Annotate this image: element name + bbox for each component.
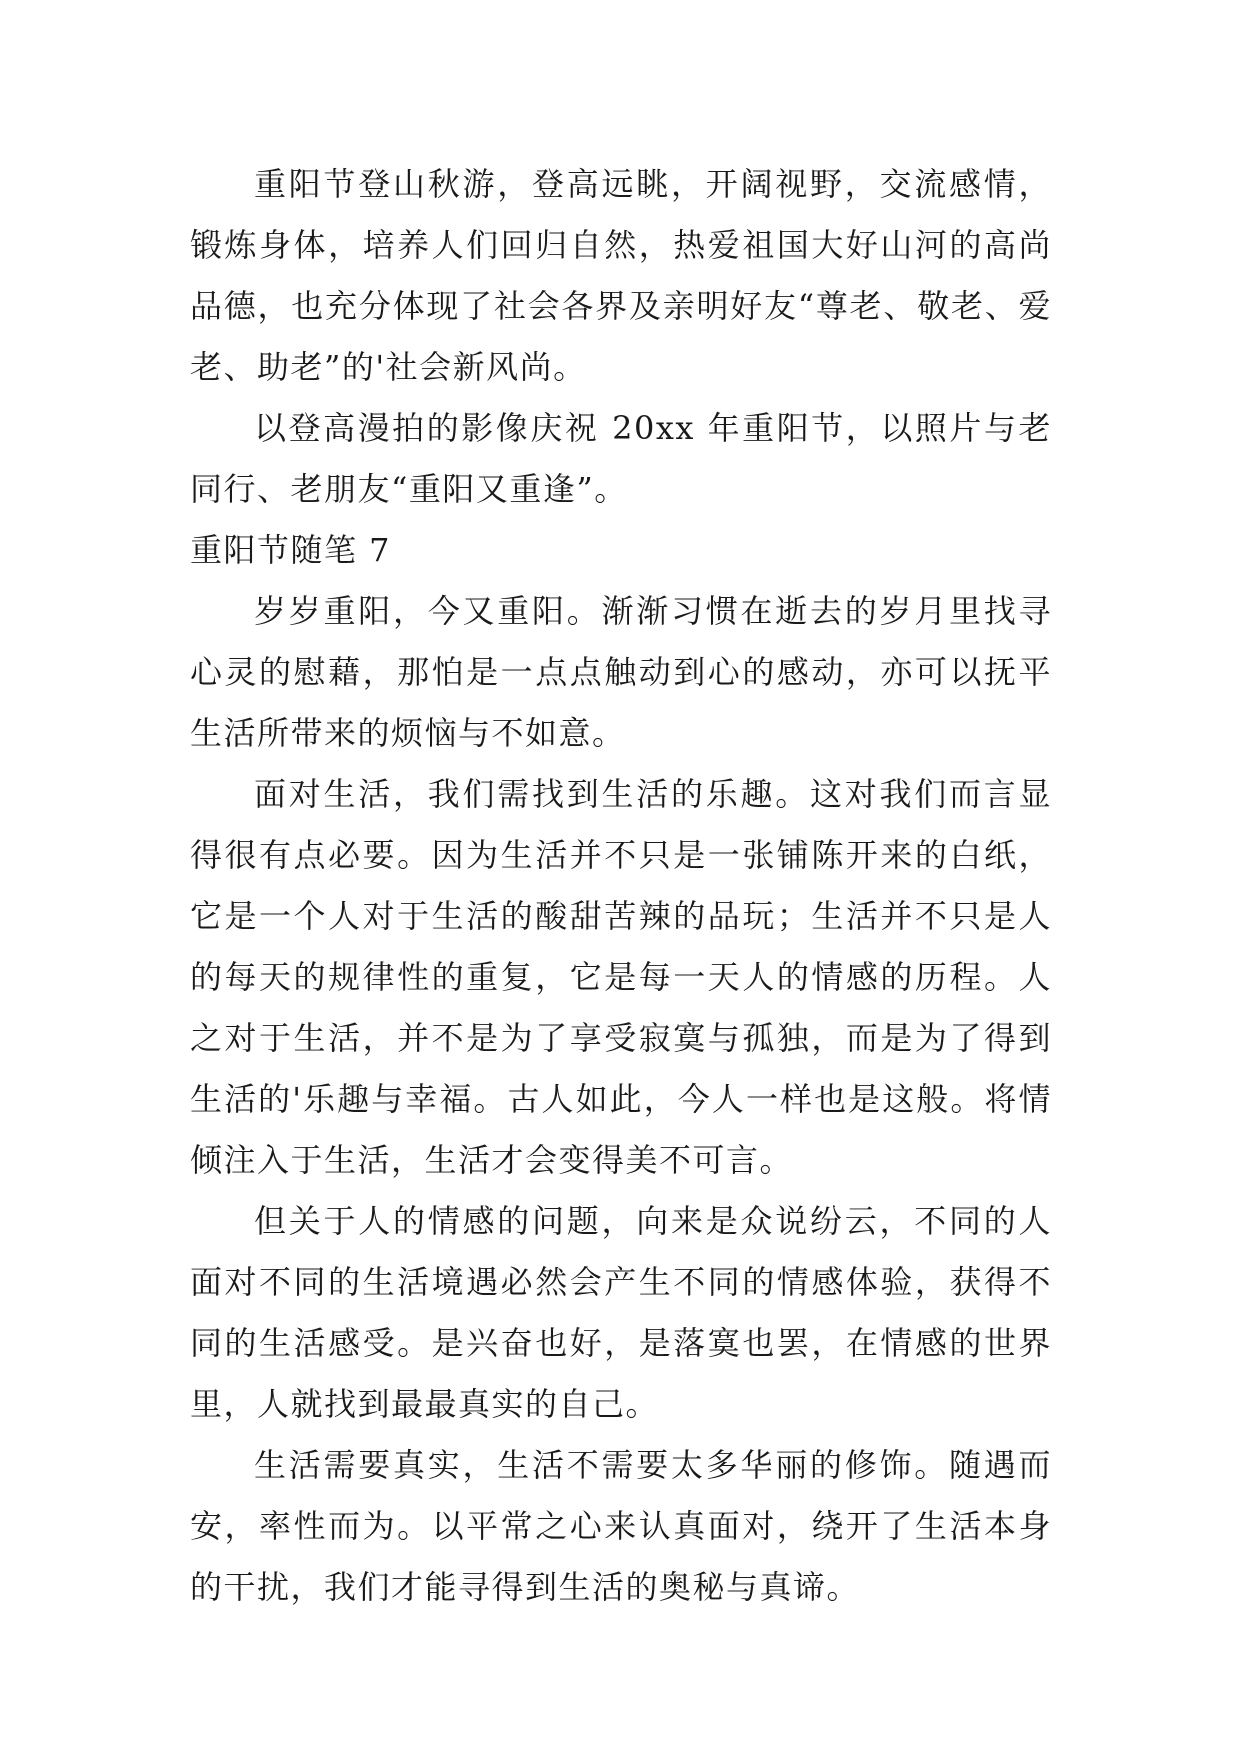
paragraph: 岁岁重阳，今又重阳。渐渐习惯在逝去的岁月里找寻心灵的慰藉，那怕是一点点触动到心的感动，亦可以抚平生活所带来的烦恼与不如意。	[190, 592, 1052, 752]
paragraph: 重阳节登山秋游，登高远眺，开阔视野，交流感情，锻炼身体，培养人们回归自然，热爱祖国大好山河的高尚品德，也充分体现了社会各界及亲明好友“尊老、敬老、爱老、助老”的'社会新风尚。	[190, 165, 1052, 386]
paragraph: 面对生活，我们需找到生活的乐趣。这对我们而言显得很有点必要。因为生活并不只是一张铺陈开来的白纸，它是一个人对于生活的酸甜苦辣的品玩；生活并不只是人的每天的规律性的重复，它是每一天人的情感的历程。人之对于生活，并不是为了享受寂寞与孤独，而是为了得到生活的'乐趣与幸福。古人如此，今人一样也是这般。将情倾注入于生活，生活才会变得美不可言。	[190, 775, 1052, 1179]
paragraph: 但关于人的情感的问题，向来是众说纷云，不同的人面对不同的生活境遇必然会产生不同的情感体验，获得不同的生活感受。是兴奋也好，是落寞也罢，在情感的世界里，人就找到最最真实的自己。	[190, 1202, 1052, 1423]
paragraph: 生活需要真实，生活不需要太多华丽的修饰。随遇而安，率性而为。以平常之心来认真面对，绕开了生活本身的干扰，我们才能寻得到生活的奥秘与真谛。	[190, 1446, 1052, 1606]
document-page	[190, 154, 1052, 1618]
section-heading: 重阳节随笔 7	[190, 531, 392, 569]
paragraph: 以登高漫拍的影像庆祝 20xx 年重阳节，以照片与老同行、老朋友“重阳又重逢”。	[190, 409, 1052, 508]
